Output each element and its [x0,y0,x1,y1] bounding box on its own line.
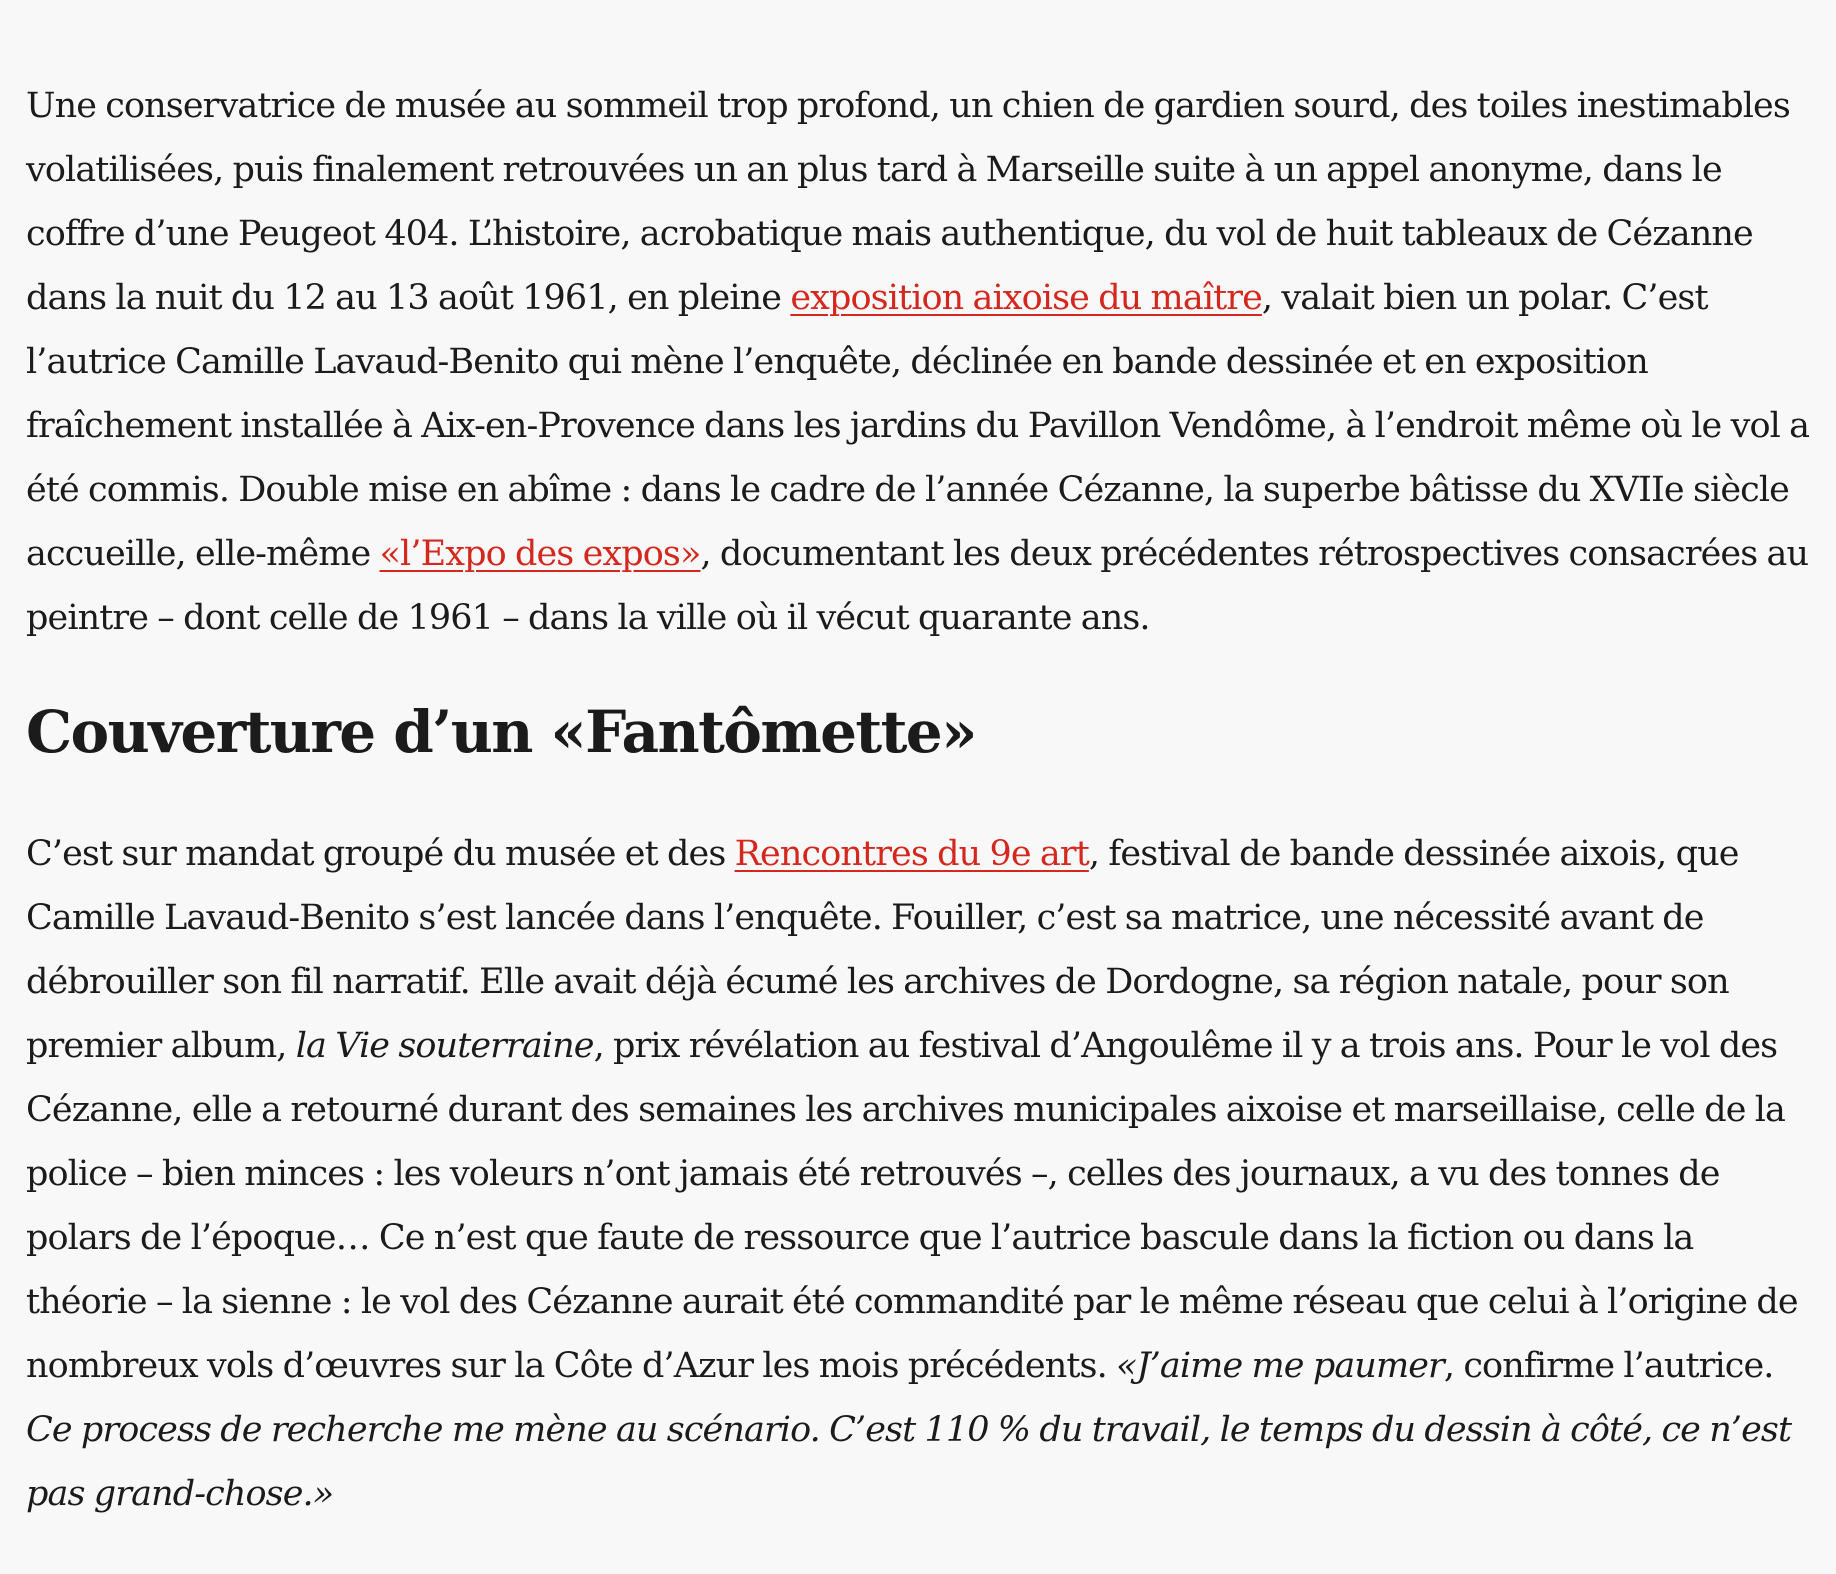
paragraph-enquete [26,822,1816,1526]
paragraph-text: , documentant les deux précédentes rétrospectives consacrées au peintre – dont celle de 1961 – dans la ville où il vécut quarante ans. [26,534,1809,638]
paragraph-text: , confirme l’autrice. [1443,1346,1774,1386]
link-rencontres-9e-art[interactable]: Rencontres du 9e art [734,834,1089,874]
section-heading: Couverture d’un «Fantômette» [26,698,976,766]
link-expo-des-expos[interactable]: «l’Expo des expos» [379,534,701,574]
paragraph-text: C’est sur mandat groupé du musée et des [26,834,735,874]
paragraph-text: , prix révélation au festival d’Angoulême il y a trois ans. Pour le vol des Cézanne, elle a retourné durant des semaines les archives municipales aixoise et marseillaise, celle de la police – bien minces : les voleurs n’ont jamais été retrouvés –, celles des journaux, a vu des tonnes de polars de l’époque… Ce n’est que faute de ressource que l’autrice bascule dans la fiction ou dans la théorie – la sienne : le vol des Cézanne aurait été commandité par le même réseau que celui à l’origine de nombreux vols d’œuvres sur la Côte d’Azur les mois précédents. [26,1026,1798,1386]
paragraph-text: Une conservatrice de musée au sommeil trop profond, un chien de gardien sourd, des toiles inestimables volatilisées, puis finalement retrouvées un an plus tard à Marseille suite à un appel anonyme, dans le coffre d’une Peugeot 404. L’histoire, acrobatique mais authentique, du vol de huit tableaux de Cézanne dans la nuit du 12 au 13 août 1961, en pleine [26,86,1790,318]
article-body [26,74,1816,1526]
quote-text: «J’aime me paumer [1116,1346,1444,1386]
quote-text: Ce process de recherche me mène au scénario. C’est 110 % du travail, le temps du dessin à côté, ce n’est pas grand-chose.» [26,1410,1792,1514]
paragraph-text: , valait bien un polar. C’est l’autrice Camille Lavaud-Benito qui mène l’enquête, déclinée en bande dessinée et en exposition fraîchement installée à Aix-en-Provence dans les jardins du Pavillon Vendôme, à l’endroit même où le vol a été commis. Double mise en abîme : dans le cadre de l’année Cézanne, la superbe bâtisse du XVIIe siècle accueille, elle-même [26,278,1810,574]
book-title: la Vie souterraine [295,1026,594,1066]
paragraph-text: , festival de bande dessinée aixois, que Camille Lavaud-Benito s’est lancée dans l’enquête. Fouiller, c’est sa matrice, une nécessité avant de débrouiller son fil narratif. Elle avait déjà écumé les archives de Dordogne, sa région natale, pour son premier album, [26,834,1739,1066]
paragraph-intro [26,74,1816,650]
link-exposition-aixoise[interactable]: exposition aixoise du maître [790,278,1262,318]
